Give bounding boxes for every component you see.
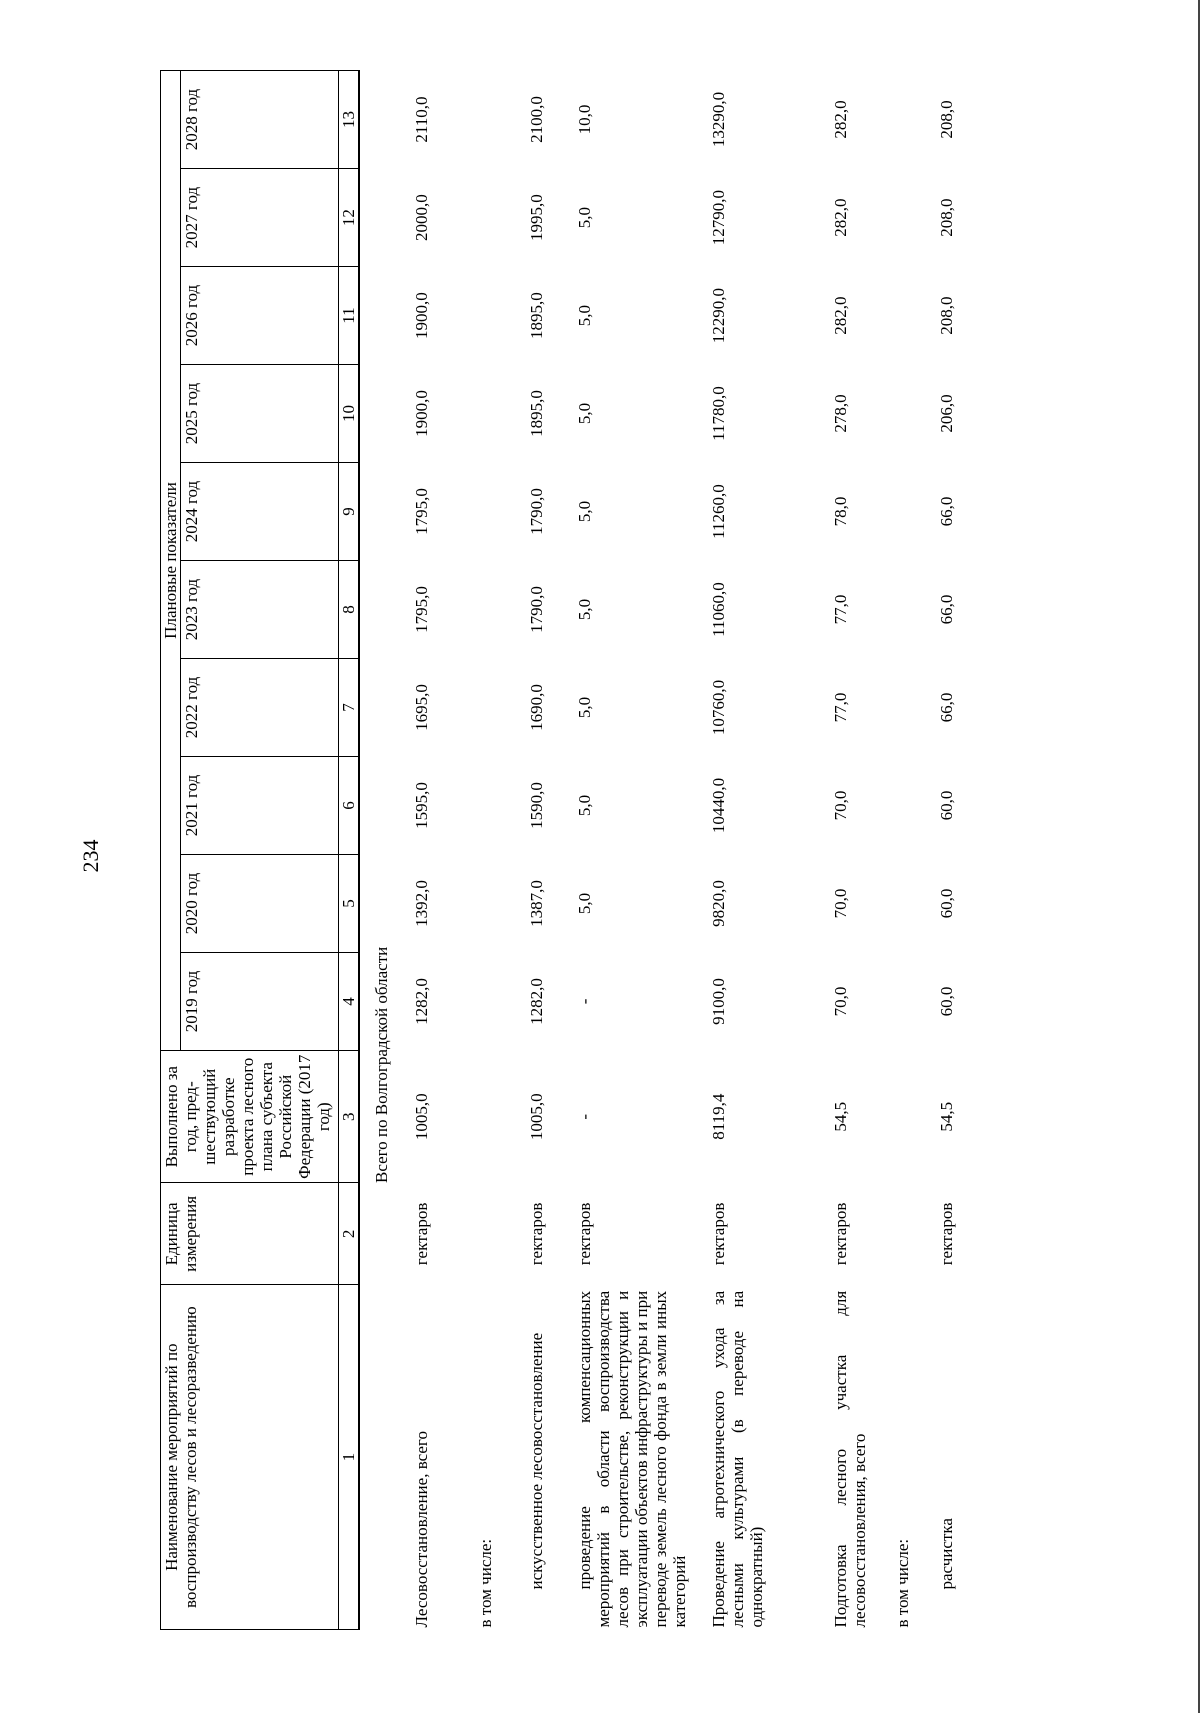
row-year-value: 9100,0 (709, 978, 728, 1025)
column-number: 12 (339, 169, 360, 267)
row-year-value: 60,0 (937, 790, 956, 821)
column-number: 7 (339, 659, 360, 757)
row-unit: гектаров (709, 1202, 728, 1266)
row-activity-name: Лесовосстановление, всего (412, 1431, 431, 1628)
row-year-value: 66,0 (937, 496, 956, 527)
row-year-value: 282,0 (831, 198, 850, 237)
column-number: 2 (339, 1183, 360, 1285)
row-year-value: 1282,0 (412, 978, 431, 1025)
row-year-value: 1795,0 (412, 488, 431, 535)
table-row (575, 71, 703, 1630)
row-year-value: 10,0 (575, 104, 594, 135)
table-header (161, 71, 360, 1630)
header-year: 2028 год (181, 71, 339, 169)
table-row (402, 71, 476, 1630)
row-activity-name: Подготовка лесного участка для лесовосстановления, всего (831, 1290, 869, 1628)
row-year-value: 1595,0 (412, 782, 431, 829)
table-row (703, 71, 821, 1630)
header-planned-indicators: Плановые показатели (161, 71, 181, 1051)
table-row (476, 71, 521, 1630)
header-activity-name: Наименование мероприятий по воспроизводству лесов и лесоразведению (161, 1285, 339, 1630)
row-year-value: 11780,0 (709, 386, 728, 441)
row-year-value: 5,0 (575, 206, 594, 229)
row-year-value: 13290,0 (709, 91, 728, 148)
column-number: 10 (339, 365, 360, 463)
row-year-value: 70,0 (831, 888, 850, 919)
row-year-value: 11260,0 (709, 484, 728, 539)
column-number: 1 (339, 1285, 360, 1630)
row-year-value: 5,0 (575, 892, 594, 915)
row-year-value: 208,0 (937, 296, 956, 335)
table-row (821, 71, 893, 1630)
header-year: 2020 год (181, 854, 339, 952)
row-year-value: 5,0 (575, 304, 594, 327)
row-year-value: 1900,0 (412, 390, 431, 437)
page-number: 234 (78, 839, 103, 873)
header-year: 2024 год (181, 463, 339, 561)
column-number: 6 (339, 756, 360, 854)
header-year: 2022 год (181, 659, 339, 757)
row-year-value: 1790,0 (527, 488, 546, 535)
table-body (359, 71, 977, 1630)
row-year-value: 11060,0 (709, 582, 728, 637)
row-year-value: 1795,0 (412, 586, 431, 633)
row-previous-value: 1005,0 (412, 1093, 431, 1141)
row-year-value: 12790,0 (709, 189, 728, 246)
row-year-value: 5,0 (575, 402, 594, 425)
row-year-value: 10760,0 (709, 679, 728, 736)
row-unit: гектаров (575, 1202, 594, 1266)
column-number: 13 (339, 71, 360, 169)
row-activity-name: проведение компенсационных мероприятий в области воспроизводства лесов при строительстве, реконструкции и эксплуатации объектов инфраструктуры и при переводе земель лесного фонда в земли иных категорий (575, 1290, 689, 1628)
row-year-value: 9820,0 (709, 880, 728, 927)
row-year-value: 1895,0 (527, 390, 546, 437)
row-year-value: 282,0 (831, 100, 850, 139)
row-year-value: 2110,0 (412, 96, 431, 143)
row-year-value: 1282,0 (527, 978, 546, 1025)
column-number: 3 (339, 1050, 360, 1183)
row-year-value: 60,0 (937, 986, 956, 1017)
row-previous-value: 54,5 (831, 1101, 850, 1132)
reforestation-table (160, 70, 977, 1630)
row-year-value: 12290,0 (709, 287, 728, 344)
row-year-value: 5,0 (575, 598, 594, 621)
row-previous-value: 54,5 (937, 1101, 956, 1132)
row-year-value: 1690,0 (527, 684, 546, 731)
row-year-value: 1900,0 (412, 292, 431, 339)
row-unit: гектаров (831, 1202, 850, 1266)
row-year-value: 208,0 (937, 198, 956, 237)
row-unit: гектаров (527, 1202, 546, 1266)
header-unit: Единица измерения (161, 1183, 339, 1285)
row-unit: гектаров (937, 1202, 956, 1266)
row-year-value: - (575, 998, 594, 1005)
row-year-value: 5,0 (575, 500, 594, 523)
row-unit: гектаров (412, 1202, 431, 1266)
row-previous-value: - (575, 1113, 594, 1120)
table-row (931, 71, 977, 1630)
row-year-value: 206,0 (937, 394, 956, 433)
column-number: 11 (339, 267, 360, 365)
table-row (893, 71, 931, 1630)
row-previous-value: 1005,0 (527, 1093, 546, 1141)
column-number: 5 (339, 854, 360, 952)
row-year-value: 1995,0 (527, 194, 546, 241)
column-number: 9 (339, 463, 360, 561)
column-number: 8 (339, 561, 360, 659)
row-activity-name: Проведение агротехнического ухода за лесными культурами (в переводе на однократный) (709, 1290, 766, 1628)
header-year: 2027 год (181, 169, 339, 267)
row-year-value: 2000,0 (412, 194, 431, 241)
row-year-value: 10440,0 (709, 777, 728, 834)
row-year-value: 60,0 (937, 888, 956, 919)
header-year: 2026 год (181, 267, 339, 365)
row-year-value: 1695,0 (412, 684, 431, 731)
row-previous-value: 8119,4 (709, 1093, 728, 1140)
row-year-value: 66,0 (937, 594, 956, 625)
row-year-value: 70,0 (831, 790, 850, 821)
row-year-value: 282,0 (831, 296, 850, 335)
row-year-value: 70,0 (831, 986, 850, 1017)
column-number: 4 (339, 952, 360, 1050)
header-year: 2025 год (181, 365, 339, 463)
row-year-value: 78,0 (831, 496, 850, 527)
header-year: 2019 год (181, 952, 339, 1050)
row-year-value: 77,0 (831, 594, 850, 625)
row-year-value: 278,0 (831, 394, 850, 433)
row-year-value: 1387,0 (527, 880, 546, 927)
header-year: 2023 год (181, 561, 339, 659)
row-activity-name: искусственное лесовосстановление (527, 1332, 546, 1590)
row-year-value: 1590,0 (527, 782, 546, 829)
row-year-value: 1392,0 (412, 880, 431, 927)
row-year-value: 66,0 (937, 692, 956, 723)
header-year: 2021 год (181, 756, 339, 854)
row-year-value: 77,0 (831, 692, 850, 723)
row-year-value: 1895,0 (527, 292, 546, 339)
row-year-value: 208,0 (937, 100, 956, 139)
row-year-value: 1790,0 (527, 586, 546, 633)
row-year-value: 2100,0 (527, 96, 546, 143)
table-row (521, 71, 575, 1630)
row-year-value: 5,0 (575, 696, 594, 719)
row-activity-name: расчистка (937, 1518, 956, 1590)
rotated-table-container (160, 70, 1140, 1630)
row-activity-name: в том числе: (476, 1538, 495, 1628)
row-year-value: 5,0 (575, 794, 594, 817)
section-title: Всего по Волгоградской области (371, 946, 391, 1183)
header-previous-year: Выполнено за год, пред-шествующий разработке проекта лесного плана субъекта Российской Федерации (2017 год) (161, 1050, 339, 1183)
row-activity-name: в том числе: (893, 1538, 912, 1628)
